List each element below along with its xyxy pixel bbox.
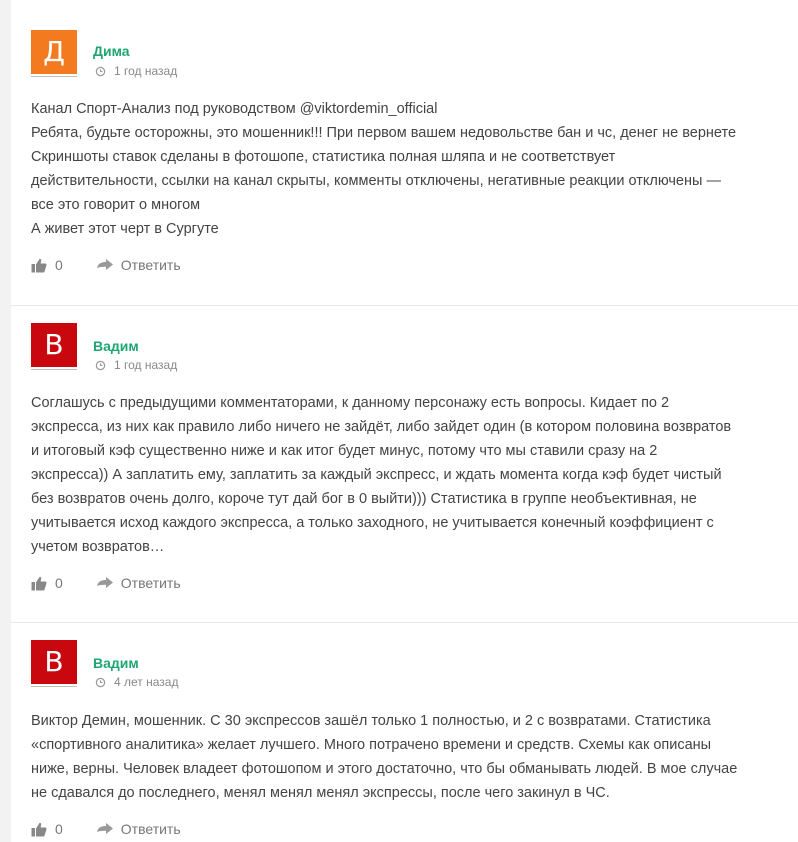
comment-line: действительности, ссылки на канал скрыты, комменты отключены, негативные реакции отключены — [31, 173, 721, 189]
like-count: 0 [55, 257, 63, 273]
avatar: В [31, 640, 77, 684]
comment-actions [31, 257, 181, 273]
comment-time: 1 год назад [114, 64, 178, 78]
comment-text [31, 709, 776, 805]
comment-line: и итоговый кэф существенно ниже и как итог будет минус, потому что мы ставили сразу на 2 [31, 443, 658, 459]
reply-label: Ответить [120, 257, 181, 273]
avatar-underline [31, 686, 77, 687]
comment-line: Ребята, будьте осторожны, это мошенник!!! При первом вашем недовольстве бан и чс, денег не вернете [31, 125, 737, 141]
comment-line: экспресса)) А заплатить ему, заплатить за каждый экспресс, и ждать момента когда кэф будет чистый [31, 467, 722, 483]
reply-button[interactable] [97, 821, 181, 837]
reply-arrow-icon [97, 259, 113, 272]
reply-label: Ответить [120, 575, 181, 591]
comment-meta [95, 358, 177, 372]
avatar: Д [31, 30, 77, 74]
comment-author[interactable]: Вадим [93, 655, 139, 671]
avatar-underline [31, 369, 77, 370]
reply-arrow-icon [97, 577, 113, 590]
comment-line: ниже, верны. Человек владеет фотошопом и этого достаточно, что бы обманывать людей. В мое случае [31, 761, 738, 777]
comment-line: без возвратов очень долго, короче тут дай бог в 0 выйти))) Статистика в группе необъективная, не [31, 491, 697, 507]
comment-text [31, 391, 776, 559]
comment-author[interactable]: Дима [93, 43, 130, 59]
avatar-underline [31, 76, 77, 77]
clock-icon [95, 677, 106, 688]
comment-line: Соглашусь с предыдущими комментаторами, к данному персонажу есть вопросы. Кидает по 2 [31, 395, 670, 411]
comment-line: Канал Спорт-Анализ под руководством @viktordemin_official [31, 101, 438, 117]
comment-text [31, 97, 776, 241]
comment [11, 305, 798, 591]
clock-icon [95, 360, 106, 371]
comment-meta [95, 64, 177, 78]
like-count: 0 [55, 821, 63, 837]
comment-line: учитывается исход каждого экспресса, а только заходного, не учитывается конечный коэффициент с [31, 515, 714, 531]
thumbs-up-icon[interactable] [31, 258, 47, 273]
comment-actions [31, 575, 181, 591]
comment-author[interactable]: Вадим [93, 338, 139, 354]
comment-line: Виктор Демин, мошенник. С 30 экспрессов зашёл только 1 полностью, и 2 с возвратами. Статистика [31, 713, 711, 729]
comment-time: 4 лет назад [114, 675, 179, 689]
reply-button[interactable] [97, 257, 181, 273]
comment-line: экспресса, из них как правило либо ничего не зайдёт, либо зайдет один (в котором половина возвратов [31, 419, 732, 435]
reply-button[interactable] [97, 575, 181, 591]
reply-arrow-icon [97, 823, 113, 836]
comment [11, 622, 798, 837]
comment-actions [31, 821, 181, 837]
comment-line: учетом возвратов… [31, 539, 165, 555]
comment-time: 1 год назад [114, 358, 178, 372]
comment-line: А живет этот черт в Сургуте [31, 221, 219, 237]
thumbs-up-icon[interactable] [31, 576, 47, 591]
thumbs-up-icon[interactable] [31, 822, 47, 837]
avatar: В [31, 323, 77, 367]
clock-icon [95, 66, 106, 77]
comment-line: все это говорит о многом [31, 197, 201, 213]
reply-label: Ответить [120, 821, 181, 837]
comments-list [11, 0, 798, 842]
comment-line: Скриншоты ставок сделаны в фотошопе, статистика полная шляпа и не соответствует [31, 149, 616, 165]
like-count: 0 [55, 575, 63, 591]
comment-line: «спортивного аналитика» желает лучшего. Много потрачено времени и средств. Схемы как описаны [31, 737, 712, 753]
comment-meta [95, 675, 178, 689]
comment-line: не сдавался до последнего, менял менял менял экспрессы, после чего закинул в ЧС. [31, 785, 610, 801]
